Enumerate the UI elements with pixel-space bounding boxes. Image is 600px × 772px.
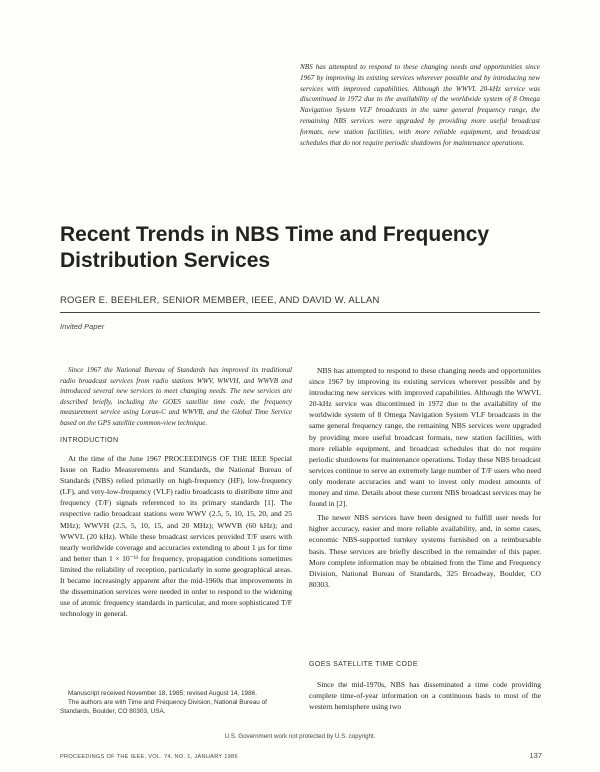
paper-title (60, 222, 540, 274)
journal-reference: PROCEEDINGS OF THE IEEE, VOL. 74, NO. 1, JANUARY 1986 (60, 754, 238, 760)
abstract (60, 365, 292, 429)
abstract-text: Since 1967 the National Bureau of Standards has improved its traditional radio broadcast services from radio stations WWV, WWVH, and WWVB and introduced several new services to meet changing needs. The new services are described briefly, including the GOES satellite time code, the frequency measurement service using Loran-C and WWVB, and the Global Time Service based on the GPS satellite common-view technique. (60, 366, 292, 427)
top-abstract-text: NBS has attempted to respond to these changing needs and opportunities since 1967 by improving its existing services wherever possible and by introducing new services with improved capabilities. Although the WWVL 20-kHz service was discontinued in 1972 due to the availability of the worldwide system of 8 Omega Navigation System VLF broadcasts in the same general frequency range, the remaining NBS services were upgraded by providing more useful broadcast formats, new station facilities, with more reliable equipment, and broadcast schedules that do not require periodic shutdowns for maintenance operations. (300, 63, 540, 147)
page-number: 137 (529, 751, 542, 760)
section-heading-introduction: INTRODUCTION (60, 437, 119, 444)
right-column-body (309, 365, 541, 590)
footnote (60, 690, 292, 716)
goes-section-body (309, 679, 541, 712)
introduction-paragraph: At the time of the June 1967 PROCEEDINGS OF THE IEEE Special Issue on Radio Measurements and Standards, the National Bureau of Standards (NBS) relied primarily on high-frequency (HF), low-frequency (LF), and very-low-frequency (VLF) radio broadcasts to distribute time and frequency (T/F) signals referenced to its primary standards [1]. The respective radio broadcast stations were WWV (2.5, 5, 10, 15, 20, and 25 MHz); WWVH (2.5, 5, 10, 15, and 20 MHz); WWVB (60 kHz); and WWVL (20 kHz). While these broadcast services provided T/F users with nearly worldwide coverage and accuracies extending to about 1 µs for time and better than 1 × 10⁻¹¹ for frequency, propagation conditions sometimes limited the reliability of reception, particularly in some geographical areas. It became increasingly apparent after the mid-1960s that improvements in the dissemination services were needed in order to respond to the widening use of atomic frequency standards in particular, and more sophisticated T/F technology in general. (60, 454, 292, 619)
right-paragraph-2: The newer NBS services have been designed to fulfill user needs for higher accuracy, easier and more reliable availability, and, in some cases, economic NBS-supported turnkey systems furnished on a reimbursable basis. These services are briefly described in the remainder of this paper. More complete information may be obtained from the Time and Frequency Division, National Bureau of Standards, 325 Broadway, Boulder, CO 80303. (309, 513, 541, 589)
left-column-body (60, 453, 292, 619)
invited-paper-label: Invited Paper (60, 322, 105, 331)
section-heading-goes: GOES SATELLITE TIME CODE (309, 661, 418, 668)
author-line: ROGER E. BEEHLER, SENIOR MEMBER, IEEE, AND DAVID W. ALLAN (60, 295, 380, 306)
title-line-1: Recent Trends in NBS Time and Frequency (60, 223, 490, 246)
copyright-notice: U.S. Government work not protected by U.S. copyright. (224, 733, 376, 740)
footnote-authors: The authors are with Time and Frequency Division, National Bureau of Standards, Boulder, CO 80303, USA. (60, 698, 267, 715)
title-line-2: Distribution Services (60, 249, 271, 272)
header-rule (60, 312, 540, 313)
footnote-manuscript: Manuscript received November 18, 1985; revised August 14, 1986. (68, 690, 257, 697)
right-paragraph-1: NBS has attempted to respond to these changing needs and opportunities since 1967 by improving its existing services wherever possible and by introducing new services with improved capabilities. Although the WWVL 20-kHz service was discontinued in 1972 due to the availability of the worldwide system of 8 Omega Navigation System VLF broadcasts in the same general frequency range, the remaining NBS services were upgraded by providing more useful broadcast formats, new station facilities, with more reliable equipment, and broadcast schedules that do not require periodic shutdowns for maintenance operations. Today these NBS broadcast services continue to serve an extremely large number of T/F users who need only moderate accuracies and want to invest only modest amounts of money and time. Details about these current NBS broadcast services may be found in [2]. (309, 366, 541, 509)
goes-paragraph: Since the mid-1970s, NBS has disseminated a time code providing complete time-of-year information on a continuous basis to most of the western hemisphere using two (309, 680, 541, 712)
